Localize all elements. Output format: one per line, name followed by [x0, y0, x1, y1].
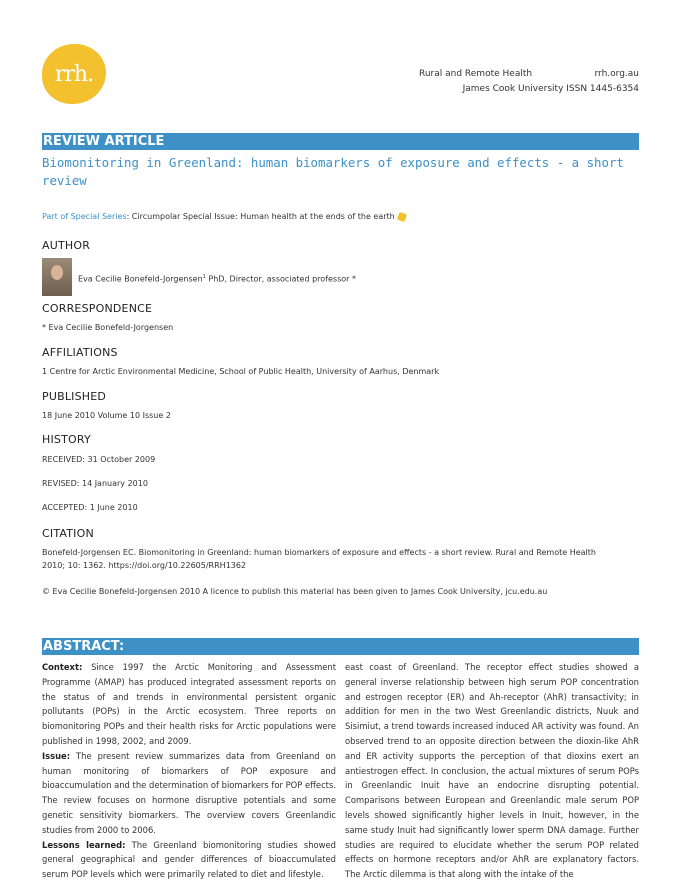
affiliations-text: 1 Centre for Arctic Environmental Medicine, School of Public Health, University of Aarhus, Denmark — [42, 367, 440, 376]
abstract-banner: ABSTRACT: — [42, 638, 639, 655]
author-line — [78, 274, 356, 284]
license-text: © Eva Cecilie Bonefeld-Jorgensen 2010 A licence to publish this material has been given to James Cook University, jcu.edu.au — [42, 587, 548, 596]
author-name[interactable]: Eva Cecilie Bonefeld-Jorgensen — [78, 274, 203, 284]
special-series-line — [42, 212, 406, 221]
citation-line-1: Bonefeld-Jorgensen EC. Biomonitoring in Greenland: human biomarkers of exposure and effects - a short review. Rural and Remote Health — [42, 548, 596, 557]
issue-label: Issue: — [42, 750, 71, 761]
issue-text: The present review summarizes data from Greenland on human monitoring of biomarkers of POP exposure and bioaccumulation and the determination of biomarkers for POP effects. The review focuses on hormone disruptive potentials and some genetic sensitivity biomarkers. The overview covers Greenlandic studies from 2000 to 2006. — [42, 750, 336, 835]
rrh-logo[interactable]: rrh. — [42, 44, 106, 104]
published-heading: PUBLISHED — [42, 390, 107, 403]
author-role: PhD, Director, associated professor * — [205, 274, 356, 284]
citation-heading: CITATION — [42, 527, 94, 540]
lessons-text: The Greenland biomonitoring studies showed general geographical and gender differences of bioaccumulated serum POP levels which were primarily related to diet and lifestyle. — [42, 839, 336, 880]
lessons-label: Lessons learned: — [42, 839, 126, 850]
journal-header — [419, 69, 639, 79]
correspondence-text[interactable]: * Eva Cecilie Bonefeld-Jorgensen — [42, 323, 174, 332]
article-title: Biomonitoring in Greenland: human biomarkers of exposure and effects - a short review — [42, 155, 624, 188]
context-text: Since 1997 the Arctic Monitoring and Assessment Programme (AMAP) has produced integrated assessment reports on the status of and trends in environmental persistent organic pollutants (POPs) in the Arctic ecosystem. Three reports on biomonitoring POPs and their health risks for Arctic populations were published in 1998, 2002, and 2009. — [42, 662, 336, 746]
journal-name: Rural and Remote Health — [419, 69, 533, 79]
affiliations-heading: AFFILIATIONS — [42, 346, 118, 359]
special-series-link[interactable]: Part of Special Series — [42, 212, 127, 221]
context-label: Context: — [42, 662, 83, 672]
abstract-column-1 — [42, 660, 336, 882]
author-photo — [42, 258, 72, 296]
special-series-text: : Circumpolar Special Issue: Human health at the ends of the earth — [126, 212, 395, 221]
publisher-issn: James Cook University ISSN 1445-6354 — [462, 84, 639, 94]
affiliation-mark: 1 — [202, 274, 206, 280]
abstract-column-2: east coast of Greenland. The receptor effect studies showed a general inverse relationship between high serum POP concentration and estrogen receptor (ER) and Ah-receptor (AhR) transactivity; in addition for men in the two West Greenlandic districts, Nuuk and Sisimiut, a trend towards increased induced AR activity was found. An observed trend to an opposite direction between the dioxin-like AhR and ER activity supports the perception of that dioxins exert an antiestrogen effect. In conclusion, the actual mixtures of serum POPs in Greenlandic Inuit have an endocrine disrupting potential. Comparisons between European and Greenlandic male serum POP levels showed significantly higher levels in Inuit, however, in the same study Inuit had significantly lower sperm DNA damage. Further studies are required to elucidate whether the serum POP related effects on hormone receptors and/or AhR are explanatory factors. The Arctic dilemma is that along with the intake of the — [345, 662, 639, 880]
key-icon — [397, 211, 407, 221]
history-received: RECEIVED: 31 October 2009 — [42, 455, 156, 464]
correspondence-heading: CORRESPONDENCE — [42, 302, 153, 315]
citation-line-2[interactable]: 2010; 10: 1362. https://doi.org/10.22605/RRH1362 — [42, 561, 247, 570]
author-heading: AUTHOR — [42, 239, 91, 252]
abstract-body — [42, 660, 639, 882]
history-revised: REVISED: 14 January 2010 — [42, 479, 148, 488]
article-type-banner: REVIEW ARTICLE — [42, 133, 639, 150]
site-link[interactable]: rrh.org.au — [594, 69, 639, 79]
history-heading: HISTORY — [42, 433, 91, 446]
published-text: 18 June 2010 Volume 10 Issue 2 — [42, 411, 171, 420]
history-accepted: ACCEPTED: 1 June 2010 — [42, 503, 138, 512]
